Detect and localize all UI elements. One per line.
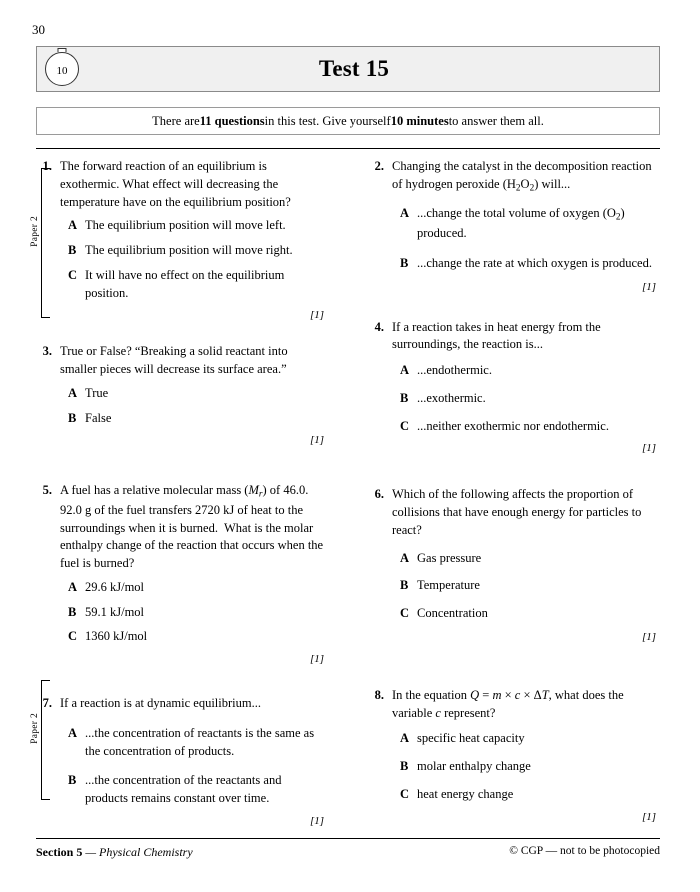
option-text: ...change the rate at which oxygen is produced. xyxy=(417,255,652,270)
divider-bottom xyxy=(36,838,660,839)
footer-section-number: Section 5 xyxy=(36,845,83,859)
option-b[interactable] xyxy=(68,772,326,808)
footer-topic: Physical Chemistry xyxy=(99,845,193,859)
option-text: heat energy change xyxy=(417,786,514,801)
instruction-pre: There are xyxy=(152,113,200,128)
question-number: 8. xyxy=(374,687,384,702)
option-text: True xyxy=(85,385,109,400)
option-b[interactable] xyxy=(400,758,658,776)
option-c[interactable] xyxy=(400,605,658,623)
question-text: The forward reaction of an equilibrium is exothermic. What effect will decreasing the temperature have on the equilibrium position? xyxy=(60,159,291,209)
options-list xyxy=(368,730,658,822)
option-letter: A xyxy=(68,218,78,233)
stopwatch-icon xyxy=(45,52,79,86)
options-list xyxy=(368,362,658,454)
test-title-bar xyxy=(36,46,660,92)
footer-section-label xyxy=(36,845,193,860)
option-letter: A xyxy=(68,385,78,400)
instruction-time-limit: 10 minutes xyxy=(390,113,449,128)
option-b[interactable] xyxy=(400,255,658,273)
option-letter: C xyxy=(68,629,78,644)
question-text: A fuel has a relative molecular mass $(M_r)$ of 46.0. 92.0 g of the fuel transfers 2720 kJ of heat to the surroundings when it is burned. What is the molar enthalpy change of the reaction that occurs when the fuel is burned? xyxy=(60,483,324,571)
instruction-post: to answer them all. xyxy=(448,113,544,128)
option-c[interactable] xyxy=(68,628,326,646)
option-letter: B xyxy=(68,773,77,788)
question-5 xyxy=(36,482,326,665)
page-number: 30 xyxy=(32,22,45,37)
option-b[interactable] xyxy=(68,242,326,260)
option-a[interactable] xyxy=(400,205,658,242)
option-c[interactable] xyxy=(400,786,658,804)
option-letter: A xyxy=(400,550,410,565)
option-text: False xyxy=(85,410,112,425)
instruction-question-count: 11 questions xyxy=(199,113,265,128)
footer-copyright: © CGP — not to be photocopied xyxy=(509,845,660,857)
option-a[interactable] xyxy=(400,730,658,748)
option-letter: C xyxy=(400,418,410,433)
option-c[interactable] xyxy=(400,418,658,436)
question-2 xyxy=(368,158,658,293)
option-letter: A xyxy=(400,363,410,378)
marks-label: [1] xyxy=(641,280,656,293)
options-list xyxy=(36,579,326,665)
question-number: 7. xyxy=(42,696,52,711)
option-text: ...exothermic. xyxy=(417,390,486,405)
option-text: ...the concentration of reactants is the same as the concentration of products. xyxy=(85,725,315,758)
option-b[interactable] xyxy=(400,390,658,408)
option-text: The equilibrium position will move right. xyxy=(85,243,293,257)
question-text: If a reaction takes in heat energy from the surroundings, the reaction is... xyxy=(392,319,601,352)
question-number: 6. xyxy=(374,487,384,502)
question-column-left xyxy=(36,158,326,827)
option-letter: B xyxy=(68,604,77,619)
footer-dash: — xyxy=(82,845,100,859)
option-a[interactable] xyxy=(400,362,658,380)
option-text: ...endothermic. xyxy=(417,363,492,378)
question-7 xyxy=(36,695,326,827)
option-a[interactable] xyxy=(68,217,326,235)
question-number: 2. xyxy=(374,159,384,173)
question-3 xyxy=(36,343,326,446)
options-list xyxy=(36,217,326,321)
option-a[interactable] xyxy=(68,385,326,403)
option-letter: A xyxy=(68,579,78,594)
option-text: Gas pressure xyxy=(417,550,482,565)
option-text: The equilibrium position will move left. xyxy=(85,218,286,233)
option-letter: B xyxy=(68,410,77,425)
question-number: 1. xyxy=(42,159,52,173)
question-4 xyxy=(368,319,658,455)
option-letter: B xyxy=(400,255,409,270)
page-footer xyxy=(36,845,660,860)
option-text: 59.1 kJ/mol xyxy=(85,604,145,619)
options-list xyxy=(36,725,326,827)
option-letter: B xyxy=(400,759,409,774)
divider-top xyxy=(36,148,660,149)
option-b[interactable] xyxy=(400,577,658,595)
question-text: Changing the catalyst in the decomposition reaction of hydrogen peroxide $(H_2O_2)$ will... xyxy=(392,159,652,194)
option-text: 29.6 kJ/mol xyxy=(85,579,145,594)
marks-label: [1] xyxy=(309,814,324,827)
option-a[interactable] xyxy=(68,725,326,761)
option-text: 1360 kJ/mol xyxy=(85,629,148,644)
marks-label: [1] xyxy=(309,653,324,666)
option-text: Temperature xyxy=(417,578,480,593)
option-letter: C xyxy=(68,267,78,282)
option-text: specific heat capacity xyxy=(417,731,525,746)
option-letter: B xyxy=(400,578,409,593)
option-text: molar enthalpy change xyxy=(417,759,531,774)
option-c[interactable] xyxy=(68,267,326,303)
instruction-mid: in this test. Give yourself xyxy=(264,113,391,128)
option-letter: A xyxy=(400,206,410,221)
option-text: ...change the total volume of oxygen $(O_2)$ produced. xyxy=(417,206,625,241)
paper2-label-q1: Paper 2 xyxy=(30,216,40,247)
question-number: 5. xyxy=(42,483,52,498)
question-column-right xyxy=(368,158,658,823)
marks-label: [1] xyxy=(641,442,656,455)
option-letter: C xyxy=(400,606,410,621)
option-text: It will have no effect on the equilibrium position. xyxy=(85,267,285,300)
options-list xyxy=(36,385,326,447)
option-b[interactable] xyxy=(68,410,326,428)
question-6 xyxy=(368,486,658,643)
marks-label: [1] xyxy=(309,434,324,447)
question-number: 3. xyxy=(42,344,52,359)
option-a[interactable] xyxy=(68,579,326,597)
stopwatch-stem xyxy=(58,48,67,52)
option-letter: B xyxy=(68,243,77,257)
option-letter: B xyxy=(400,390,409,405)
question-8 xyxy=(368,687,658,823)
timer-minutes: 10 xyxy=(56,64,68,77)
question-text: In the equation Q = m × c × ΔT, what does the variable c represent? xyxy=(392,687,624,720)
option-text: ...neither exothermic nor endothermic. xyxy=(417,418,609,433)
question-text: If a reaction is at dynamic equilibrium... xyxy=(60,696,261,711)
options-list xyxy=(368,550,658,643)
option-letter: A xyxy=(68,725,78,740)
marks-label: [1] xyxy=(641,630,656,643)
option-letter: C xyxy=(400,786,410,801)
marks-label: [1] xyxy=(309,309,324,322)
page-title: Test 15 xyxy=(318,56,390,81)
question-text: True or False? “Breaking a solid reactant into smaller pieces will decrease its surface area.” xyxy=(60,344,288,376)
option-text: Concentration xyxy=(417,606,488,621)
question-1 xyxy=(36,158,326,321)
options-list xyxy=(368,205,658,292)
marks-label: [1] xyxy=(641,810,656,823)
question-number: 4. xyxy=(374,319,384,334)
option-a[interactable] xyxy=(400,550,658,568)
option-letter: A xyxy=(400,731,410,746)
instruction-bar xyxy=(36,107,660,135)
paper2-label-q7: Paper 2 xyxy=(30,713,40,744)
option-b[interactable] xyxy=(68,604,326,622)
option-text: ...the concentration of the reactants and products remains constant over time. xyxy=(85,773,282,806)
question-text: Which of the following affects the proportion of collisions that have enough energy for particles to react? xyxy=(392,487,642,537)
